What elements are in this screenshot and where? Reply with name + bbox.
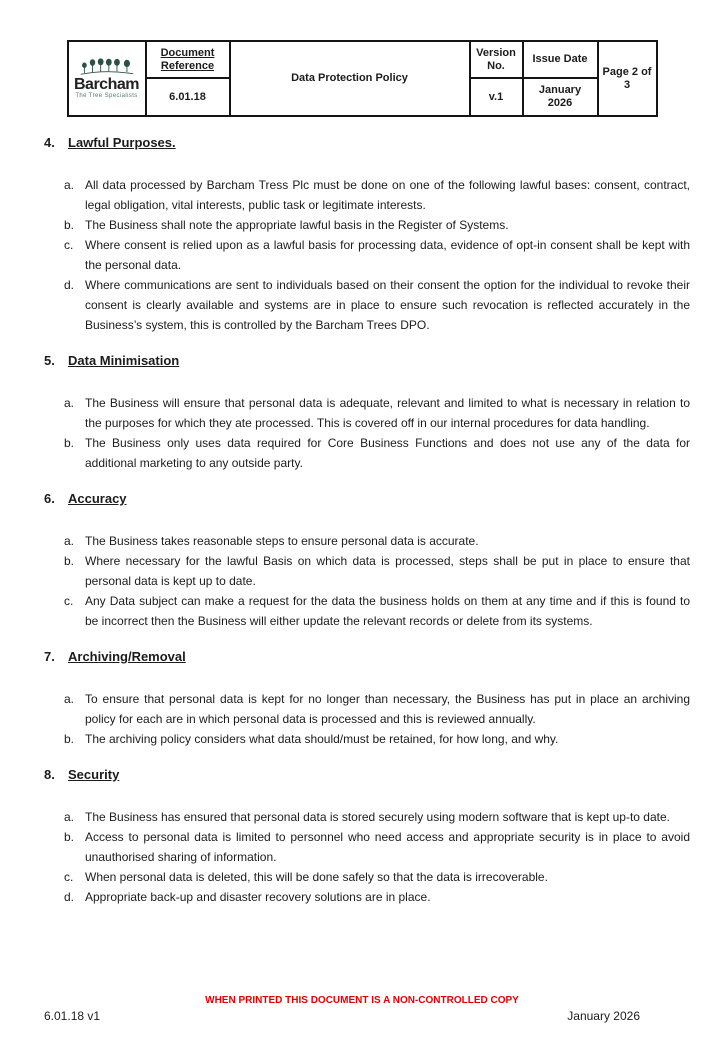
item-text: All data processed by Barcham Tress Plc must be done on one of the following lawful bases: consent, contract, legal obligation, vital interests, public task or legitimate interests. — [85, 178, 690, 212]
logo-wordmark: Barcham — [74, 75, 139, 93]
section-data-minimisation — [44, 353, 690, 473]
item-text: The Business has ensured that personal data is stored securely using modern software that is kept up-to date. — [85, 810, 670, 824]
section-items — [44, 689, 690, 749]
section-security — [44, 767, 690, 907]
item-text: The archiving policy considers what data should/must be retained, for how long, and why. — [85, 732, 559, 746]
item-text: The Business takes reasonable steps to ensure personal data is accurate. — [85, 534, 479, 548]
section-number: 4. — [44, 135, 55, 150]
item-letter: a. — [64, 396, 75, 410]
page-indicator: Page 2 of 3 — [598, 41, 657, 116]
section-heading — [44, 353, 690, 369]
version-value: v.1 — [470, 78, 523, 116]
list-item — [64, 827, 690, 867]
section-heading — [44, 491, 690, 507]
section-number: 8. — [44, 767, 55, 782]
list-item — [64, 887, 690, 907]
header-table — [67, 40, 658, 117]
issue-date-label: Issue Date — [523, 41, 598, 78]
section-title: Accuracy — [68, 491, 127, 506]
item-text: To ensure that personal data is kept for no longer than necessary, the Business has put in place an archiving policy for each are in which personal data is processed and this is reviewed annually. — [85, 692, 690, 726]
section-title: Lawful Purposes. — [68, 135, 176, 150]
list-item — [64, 433, 690, 473]
doc-ref-value: 6.01.18 — [146, 78, 230, 116]
section-heading — [44, 767, 690, 783]
section-number: 6. — [44, 491, 55, 506]
section-archiving-removal — [44, 649, 690, 749]
list-item — [64, 807, 690, 827]
list-item — [64, 551, 690, 591]
non-controlled-copy-warning: WHEN PRINTED THIS DOCUMENT IS A NON-CONTROLLED COPY — [205, 995, 519, 1006]
item-letter: d. — [64, 278, 75, 292]
version-label: Version No. — [470, 41, 523, 78]
logo-cell — [68, 41, 146, 116]
list-item — [64, 867, 690, 887]
item-text: Access to personal data is limited to personnel who need access and appropriate security is in place to avoid unauthorised sharing of information. — [85, 830, 690, 864]
list-item — [64, 531, 690, 551]
list-item — [64, 689, 690, 729]
barcham-logo — [72, 58, 142, 100]
item-letter: c. — [64, 238, 74, 252]
section-number: 5. — [44, 353, 55, 368]
item-letter: b. — [64, 830, 75, 844]
item-text: Where necessary for the lawful Basis on which data is processed, steps shall be put in place to ensure that personal data is kept up to date. — [85, 554, 690, 588]
document-title: Data Protection Policy — [230, 41, 470, 116]
item-letter: a. — [64, 178, 75, 192]
item-text: Where consent is relied upon as a lawful basis for processing data, evidence of opt-in consent shall be kept with the personal data. — [85, 238, 690, 272]
list-item — [64, 235, 690, 275]
item-letter: c. — [64, 870, 74, 884]
section-items — [44, 175, 690, 335]
list-item — [64, 275, 690, 335]
item-text: The Business only uses data required for Core Business Functions and does not use any of the data for additional marketing to any outside party. — [85, 436, 690, 470]
item-letter: b. — [64, 218, 75, 232]
section-items — [44, 393, 690, 473]
item-letter: a. — [64, 692, 75, 706]
list-item — [64, 393, 690, 433]
section-title: Archiving/Removal — [68, 649, 186, 664]
section-heading — [44, 135, 690, 151]
section-items — [44, 531, 690, 631]
section-accuracy — [44, 491, 690, 631]
item-letter: d. — [64, 890, 75, 904]
footer-meta-row — [0, 1008, 724, 1024]
item-letter: a. — [64, 534, 75, 548]
footer-doc-ref: 6.01.18 v1 — [44, 1009, 101, 1023]
list-item — [64, 729, 690, 749]
logo-tagline: The Tree Specialists — [75, 92, 138, 99]
item-letter: a. — [64, 810, 75, 824]
section-heading — [44, 649, 690, 665]
list-item — [64, 175, 690, 215]
item-text: Appropriate back-up and disaster recovery solutions are in place. — [85, 890, 431, 904]
item-text: When personal data is deleted, this will be done safely so that the data is irrecoverable. — [85, 870, 548, 884]
trees-icon — [78, 58, 136, 77]
item-text: Where communications are sent to individuals based on their consent the option for the individual to revoke their consent is clearly available and systems are in place to ensure such revocation is reflected accurately in the Business’s system, this is controlled by the Barcham Trees DPO. — [85, 278, 690, 332]
section-title: Security — [68, 767, 120, 782]
item-text: Any Data subject can make a request for the data the business holds on them at any time and if this is found to be incorrect then the Business will either update the relevant records or delete from its systems. — [85, 594, 690, 628]
section-number: 7. — [44, 649, 55, 664]
issue-date-value: January 2026 — [523, 78, 598, 116]
doc-ref-label: Document Reference — [146, 41, 230, 78]
list-item — [64, 215, 690, 235]
page-footer — [0, 994, 724, 1024]
item-letter: b. — [64, 732, 75, 746]
item-text: The Business will ensure that personal data is adequate, relevant and limited to what is necessary in relation to the purposes for which they ate processed. This is covered off in our internal procedures for data handling. — [85, 396, 690, 430]
item-letter: c. — [64, 594, 74, 608]
footer-date: January 2026 — [567, 1009, 640, 1023]
section-items — [44, 807, 690, 907]
section-lawful-purposes — [44, 135, 690, 335]
item-letter: b. — [64, 436, 75, 450]
section-title: Data Minimisation — [68, 353, 180, 368]
document-page — [0, 40, 724, 1064]
list-item — [64, 591, 690, 631]
item-text: The Business shall note the appropriate lawful basis in the Register of Systems. — [85, 218, 509, 232]
document-body — [0, 135, 724, 907]
item-letter: b. — [64, 554, 75, 568]
